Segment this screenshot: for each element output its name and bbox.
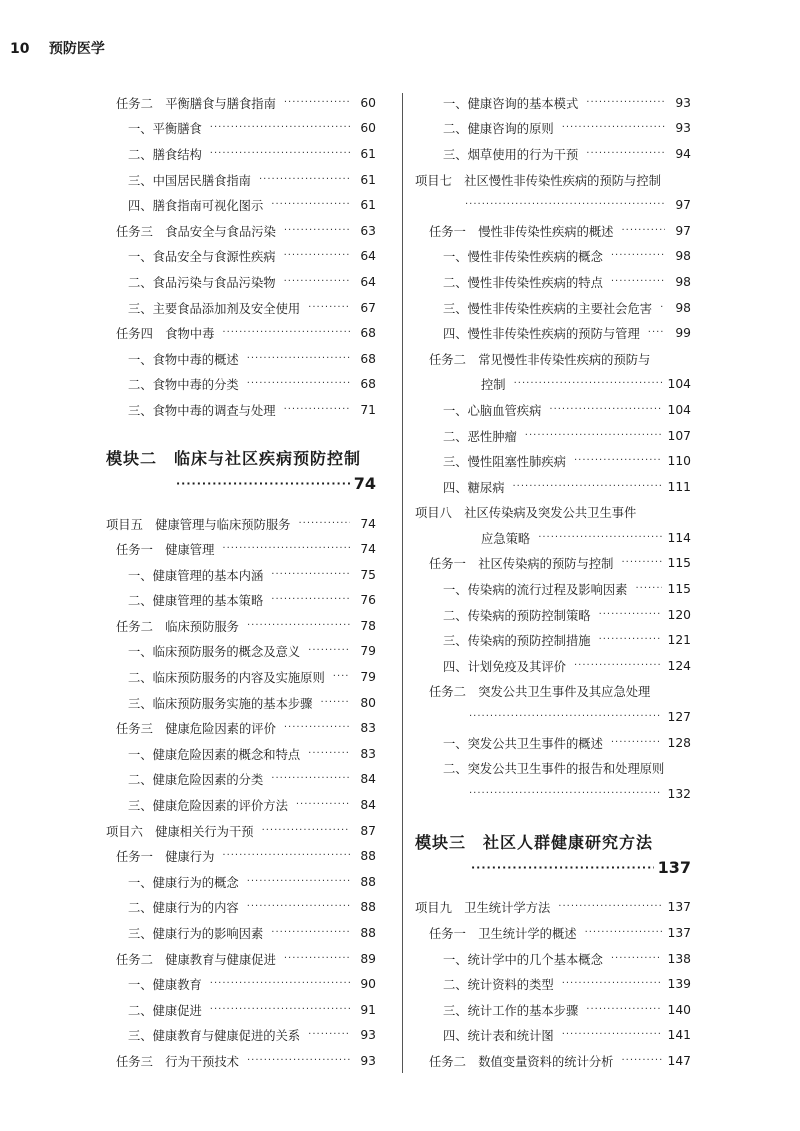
toc-entry[interactable] [415, 320, 691, 346]
dot-leader [308, 1029, 350, 1041]
toc-entry-page: 76 [360, 593, 376, 608]
toc-entry-title: 一、健康教育 [128, 978, 202, 993]
toc-entry-page: 111 [667, 479, 691, 494]
toc-entry-page: 87 [360, 823, 376, 838]
toc-entry-title: 二、临床预防服务的内容及实施原则 [128, 671, 325, 686]
toc-entry-page: 128 [667, 735, 691, 750]
toc-entry[interactable] [106, 920, 376, 946]
dot-leader [271, 569, 350, 581]
dot-leader [586, 1004, 661, 1016]
dot-leader [259, 174, 350, 186]
toc-entry-title: 一、健康咨询的基本模式 [443, 96, 579, 111]
toc-entry-page: 60 [360, 95, 376, 110]
dot-leader [298, 518, 350, 530]
dot-leader [469, 711, 662, 723]
module-heading[interactable] [106, 435, 376, 469]
toc-entry[interactable] [415, 90, 691, 116]
dot-leader [648, 327, 665, 339]
toc-entry[interactable] [106, 741, 376, 767]
dot-leader [247, 620, 350, 632]
dot-leader [525, 430, 662, 442]
toc-entry-page: 61 [360, 146, 376, 161]
toc-entry[interactable] [106, 167, 376, 193]
toc-entry-title: 二、健康咨询的原则 [443, 122, 554, 137]
toc-entry-title: 项目六 健康相关行为干预 [106, 824, 254, 839]
toc-entry-title: 二、健康管理的基本策略 [128, 594, 264, 609]
toc-entry[interactable] [106, 192, 376, 218]
toc-entry-page: 80 [360, 695, 376, 710]
toc-entry[interactable] [106, 397, 376, 423]
toc-entry-page: 140 [667, 1002, 691, 1017]
toc-entry[interactable] [106, 1048, 376, 1074]
toc-entry-page: 78 [360, 618, 376, 633]
toc-entry[interactable] [415, 997, 691, 1023]
toc-entry[interactable] [106, 946, 376, 972]
toc-entry-title: 三、健康行为的影响因素 [128, 927, 264, 942]
toc-entry-title: 任务一 慢性非传染性疾病的概述 [429, 224, 614, 239]
toc-entry-title: 一、统计学中的几个基本概念 [443, 952, 603, 967]
dot-leader [538, 532, 661, 544]
dot-leader [621, 557, 661, 569]
toc-entry-page: 60 [360, 121, 376, 136]
toc-right-column [415, 90, 691, 1074]
toc-entry[interactable] [415, 167, 691, 193]
dot-leader [308, 645, 350, 657]
toc-entry-title: 任务二 常见慢性非传染性疾病的预防与 [429, 352, 651, 367]
dot-leader [284, 953, 350, 965]
toc-entry-title: 项目九 卫生统计学方法 [415, 901, 551, 916]
toc-entry-page: 68 [360, 351, 376, 366]
dot-leader [284, 404, 350, 416]
dot-leader [621, 225, 665, 237]
toc-entry-title: 任务二 平衡膳食与膳食指南 [116, 96, 276, 111]
toc-entry[interactable] [106, 1023, 376, 1049]
toc-entry-page: 89 [360, 951, 376, 966]
dot-leader [284, 250, 350, 262]
toc-entry-title: 应急策略 [481, 531, 531, 546]
toc-entry-title: 二、健康行为的内容 [128, 901, 239, 916]
page-header [10, 38, 105, 58]
toc-entry[interactable] [106, 244, 376, 270]
toc-entry[interactable] [415, 448, 691, 474]
module-title: 模块三 社区人群健康研究方法 [415, 832, 654, 852]
toc-entry-title: 三、烟草使用的行为干预 [443, 147, 579, 162]
toc-entry-page: 88 [360, 849, 376, 864]
toc-entry-title: 二、慢性非传染性疾病的特点 [443, 275, 603, 290]
dot-leader [247, 378, 350, 390]
column-divider [402, 93, 403, 1073]
dot-leader [271, 594, 350, 606]
toc-entry-page: 83 [360, 721, 376, 736]
toc-entry[interactable] [415, 730, 691, 756]
toc-entry[interactable] [106, 895, 376, 921]
toc-entry[interactable] [415, 602, 691, 628]
toc-entry-page: 127 [667, 710, 691, 725]
toc-entry[interactable] [415, 704, 691, 730]
toc-entry-page: 61 [360, 172, 376, 187]
toc-entry-page: 121 [667, 633, 691, 648]
toc-entry[interactable] [106, 767, 376, 793]
toc-entry-page: 147 [667, 1053, 691, 1068]
toc-entry-page: 107 [667, 428, 691, 443]
dot-leader [635, 583, 661, 595]
toc-entry-title: 任务一 健康行为 [116, 850, 215, 865]
dot-leader [271, 927, 350, 939]
toc-entry-page: 74 [360, 516, 376, 531]
toc-entry[interactable] [415, 244, 691, 270]
toc-entry[interactable] [106, 869, 376, 895]
toc-entry[interactable] [106, 639, 376, 665]
toc-entry-page: 91 [360, 1002, 376, 1017]
toc-entry[interactable] [106, 562, 376, 588]
toc-entry-page: 110 [667, 454, 691, 469]
dot-leader [514, 378, 662, 390]
dot-leader [210, 122, 350, 134]
toc-entry[interactable] [106, 664, 376, 690]
toc-entry-page: 139 [667, 977, 691, 992]
toc-entry-title: 一、健康行为的概念 [128, 875, 239, 890]
toc-entry-page: 83 [360, 746, 376, 761]
toc-entry[interactable] [415, 218, 691, 244]
dot-leader [469, 788, 662, 800]
dot-leader [247, 876, 350, 888]
toc-entry-page: 71 [360, 402, 376, 417]
toc-entry-page: 115 [667, 582, 691, 597]
toc-entry-title: 四、糖尿病 [443, 480, 505, 495]
book-title: 预防医学 [48, 41, 105, 57]
toc-entry[interactable] [106, 997, 376, 1023]
toc-entry-title: 任务二 突发公共卫生事件及其应急处理 [429, 685, 651, 700]
toc-entry-title: 一、食物中毒的概述 [128, 352, 239, 367]
dot-leader [247, 901, 350, 913]
toc-entry-title: 项目五 健康管理与临床预防服务 [106, 517, 291, 532]
toc-entry[interactable] [106, 511, 376, 537]
dot-leader [271, 773, 350, 785]
dot-leader [611, 953, 662, 965]
dot-leader [513, 481, 662, 493]
toc-entry[interactable] [106, 792, 376, 818]
toc-entry-page: 93 [360, 1053, 376, 1068]
toc-entry-page: 94 [675, 146, 691, 161]
toc-entry-page: 141 [667, 1028, 691, 1043]
toc-entry[interactable] [415, 116, 691, 142]
toc-entry-page: 67 [360, 300, 376, 315]
dot-leader [308, 748, 350, 760]
toc-entry-title: 三、食物中毒的调查与处理 [128, 403, 276, 418]
toc-entry[interactable] [415, 1048, 691, 1074]
dot-leader [320, 697, 350, 709]
dot-leader [271, 199, 350, 211]
dot-leader [210, 148, 350, 160]
toc-entry[interactable] [415, 755, 691, 781]
toc-entry[interactable] [106, 588, 376, 614]
toc-entry[interactable] [106, 536, 376, 562]
dot-leader [558, 901, 661, 913]
toc-entry-page: 93 [675, 121, 691, 136]
toc-entry-page: 132 [667, 786, 691, 801]
toc-entry[interactable] [415, 474, 691, 500]
toc-entry[interactable] [415, 500, 691, 526]
toc-entry[interactable] [106, 269, 376, 295]
toc-entry[interactable] [415, 192, 691, 218]
dot-leader [562, 978, 662, 990]
toc-entry-title: 一、平衡膳食 [128, 122, 202, 137]
toc-entry[interactable] [106, 690, 376, 716]
toc-entry[interactable] [106, 971, 376, 997]
toc-entry[interactable] [415, 781, 691, 807]
toc-entry-title: 任务三 行为干预技术 [116, 1054, 239, 1069]
toc-entry-title: 一、健康危险因素的概念和特点 [128, 747, 301, 762]
toc-entry-title: 二、膳食结构 [128, 147, 202, 162]
toc-entry-page: 79 [360, 644, 376, 659]
toc-entry[interactable] [415, 346, 691, 372]
toc-entry[interactable] [415, 372, 691, 398]
toc-entry[interactable] [415, 920, 691, 946]
toc-entry-title: 一、健康管理的基本内涵 [128, 568, 264, 583]
toc-entry[interactable] [415, 141, 691, 167]
toc-entry[interactable] [106, 818, 376, 844]
toc-entry-title: 三、主要食品添加剂及安全使用 [128, 301, 301, 316]
toc-entry-page: 61 [360, 198, 376, 213]
toc-entry-page: 124 [667, 658, 691, 673]
toc-entry-title: 四、膳食指南可视化图示 [128, 199, 264, 214]
toc-entry[interactable] [415, 576, 691, 602]
toc-entry-title: 任务四 食物中毒 [116, 327, 215, 342]
toc-entry[interactable] [415, 295, 691, 321]
toc-entry-title: 任务三 食品安全与食品污染 [116, 224, 276, 239]
toc-entry-title: 任务二 数值变量资料的统计分析 [429, 1054, 614, 1069]
toc-entry-page: 137 [667, 900, 691, 915]
toc-entry-page: 97 [675, 223, 691, 238]
toc-entry-title: 二、传染病的预防控制策略 [443, 608, 591, 623]
toc-entry-title: 三、传染病的预防控制措施 [443, 634, 591, 649]
module-page: 137 [657, 858, 691, 878]
toc-entry-title: 三、统计工作的基本步骤 [443, 1003, 579, 1018]
dot-leader [562, 1029, 662, 1041]
toc-entry-title: 控制 [481, 378, 506, 393]
dot-leader [284, 225, 350, 237]
dot-leader [247, 1055, 350, 1067]
toc-entry-page: 63 [360, 223, 376, 238]
toc-entry-page: 115 [667, 556, 691, 571]
dot-leader [585, 927, 662, 939]
module-page: 74 [353, 474, 376, 494]
toc-entry-page: 84 [360, 772, 376, 787]
dot-leader [574, 455, 662, 467]
toc-entry-page: 93 [360, 1028, 376, 1043]
toc-entry[interactable] [106, 372, 376, 398]
toc-entry-page: 104 [667, 377, 691, 392]
toc-entry-page: 104 [667, 402, 691, 417]
toc-entry-page: 79 [360, 670, 376, 685]
module-page-line [106, 469, 376, 499]
dot-leader [621, 1055, 661, 1067]
page-number: 10 [10, 41, 30, 57]
toc-entry-title: 一、慢性非传染性疾病的概念 [443, 250, 603, 265]
toc-entry[interactable] [106, 295, 376, 321]
dot-leader [247, 353, 350, 365]
dot-leader [660, 302, 665, 314]
dot-leader [222, 850, 350, 862]
toc-entry-title: 三、临床预防服务实施的基本步骤 [128, 696, 313, 711]
dot-leader [562, 122, 665, 134]
toc-entry-page: 68 [360, 377, 376, 392]
toc-entry-title: 二、健康危险因素的分类 [128, 773, 264, 788]
dot-leader [284, 722, 350, 734]
toc-left-column [106, 90, 376, 1074]
dot-leader [333, 671, 350, 683]
toc-entry-page: 74 [360, 542, 376, 557]
toc-entry[interactable] [415, 525, 691, 551]
toc-entry[interactable] [415, 397, 691, 423]
toc-entry-page: 114 [667, 530, 691, 545]
toc-entry-title: 四、慢性非传染性疾病的预防与管理 [443, 327, 640, 342]
module-page-line [415, 853, 691, 883]
toc-entry[interactable] [106, 218, 376, 244]
toc-entry[interactable] [415, 551, 691, 577]
toc-entry[interactable] [106, 613, 376, 639]
toc-entry-title: 任务一 社区传染病的预防与控制 [429, 557, 614, 572]
toc-entry-page: 75 [360, 567, 376, 582]
toc-entry-page: 84 [360, 798, 376, 813]
toc-entry-title: 二、食品污染与食品污染物 [128, 275, 276, 290]
toc-entry-page: 64 [360, 274, 376, 289]
toc-entry[interactable] [106, 346, 376, 372]
toc-entry[interactable] [106, 141, 376, 167]
toc-entry[interactable] [415, 423, 691, 449]
dot-leader [296, 799, 350, 811]
toc-entry-page: 64 [360, 249, 376, 264]
toc-entry-title: 任务一 卫生统计学的概述 [429, 927, 577, 942]
toc-entry-page: 90 [360, 977, 376, 992]
toc-entry[interactable] [415, 679, 691, 705]
toc-entry-title: 四、计划免疫及其评价 [443, 659, 566, 674]
module-heading[interactable] [415, 819, 691, 853]
dot-leader [586, 148, 665, 160]
toc-entry[interactable] [106, 116, 376, 142]
toc-entry-title: 三、健康危险因素的评价方法 [128, 799, 288, 814]
dot-leader [574, 660, 662, 672]
toc-entry[interactable] [415, 653, 691, 679]
toc-entry-title: 任务三 健康危险因素的评价 [116, 722, 276, 737]
toc-entry-title: 一、心脑血管疾病 [443, 403, 542, 418]
toc-entry-page: 99 [675, 326, 691, 341]
toc-entry-page: 98 [675, 249, 691, 264]
toc-entry-page: 138 [667, 951, 691, 966]
toc-entry-title: 任务一 健康管理 [116, 543, 215, 558]
toc-entry-page: 93 [675, 95, 691, 110]
module-title: 模块二 临床与社区疾病预防控制 [106, 448, 362, 468]
toc-entry[interactable] [106, 90, 376, 116]
toc-entry-page: 120 [667, 607, 691, 622]
dot-leader [210, 1004, 350, 1016]
toc-entry[interactable] [415, 627, 691, 653]
toc-entry-page: 137 [667, 926, 691, 941]
dot-leader [611, 276, 665, 288]
toc-entry-title: 项目七 社区慢性非传染性疾病的预防与控制 [415, 173, 661, 188]
toc-entry[interactable] [415, 946, 691, 972]
toc-entry-title: 一、传染病的流行过程及影响因素 [443, 583, 628, 598]
toc-entry-title: 一、突发公共卫生事件的概述 [443, 736, 603, 751]
toc-entry-title: 三、中国居民膳食指南 [128, 173, 251, 188]
dot-leader [210, 978, 350, 990]
toc-entry[interactable] [415, 971, 691, 997]
dot-leader [222, 327, 350, 339]
toc-entry-page: 98 [675, 274, 691, 289]
dot-leader [222, 543, 350, 555]
toc-entry-title: 一、食品安全与食源性疾病 [128, 250, 276, 265]
toc-entry-page: 88 [360, 900, 376, 915]
toc-entry-page: 97 [675, 198, 691, 213]
toc-entry-title: 项目八 社区传染病及突发公共卫生事件 [415, 506, 637, 521]
toc-entry-page: 88 [360, 874, 376, 889]
toc-entry-title: 三、慢性非传染性疾病的主要社会危害 [443, 301, 653, 316]
toc-entry[interactable] [106, 320, 376, 346]
dot-leader [599, 609, 662, 621]
dot-leader [284, 97, 350, 109]
dot-leader [465, 199, 665, 211]
toc-entry-page: 98 [675, 300, 691, 315]
toc-entry[interactable] [415, 1023, 691, 1049]
toc-entry-title: 任务二 临床预防服务 [116, 619, 239, 634]
toc-entry-title: 一、临床预防服务的概念及意义 [128, 645, 301, 660]
dot-leader [284, 276, 350, 288]
toc-entry-title: 三、健康教育与健康促进的关系 [128, 1029, 301, 1044]
dot-leader [611, 737, 662, 749]
toc-entry[interactable] [106, 843, 376, 869]
toc-entry-title: 任务二 健康教育与健康促进 [116, 952, 276, 967]
toc-entry-title: 二、健康促进 [128, 1003, 202, 1018]
toc-entry[interactable] [106, 715, 376, 741]
toc-entry-title: 三、慢性阻塞性肺疾病 [443, 455, 566, 470]
dot-leader [549, 404, 661, 416]
toc-entry-title: 二、食物中毒的分类 [128, 378, 239, 393]
toc-entry-title: 四、统计表和统计图 [443, 1029, 554, 1044]
toc-entry-page: 88 [360, 926, 376, 941]
dot-leader [586, 97, 665, 109]
dot-leader [308, 302, 350, 314]
toc-entry-page: 68 [360, 326, 376, 341]
dot-leader [611, 250, 665, 262]
toc-entry-title: 二、统计资料的类型 [443, 978, 554, 993]
dot-leader [262, 825, 350, 837]
toc-entry[interactable] [415, 269, 691, 295]
toc-entry-title: 二、恶性肿瘤 [443, 429, 517, 444]
toc-entry-title: 二、突发公共卫生事件的报告和处理原则 [443, 762, 665, 777]
dot-leader [599, 634, 662, 646]
toc-entry[interactable] [415, 895, 691, 921]
